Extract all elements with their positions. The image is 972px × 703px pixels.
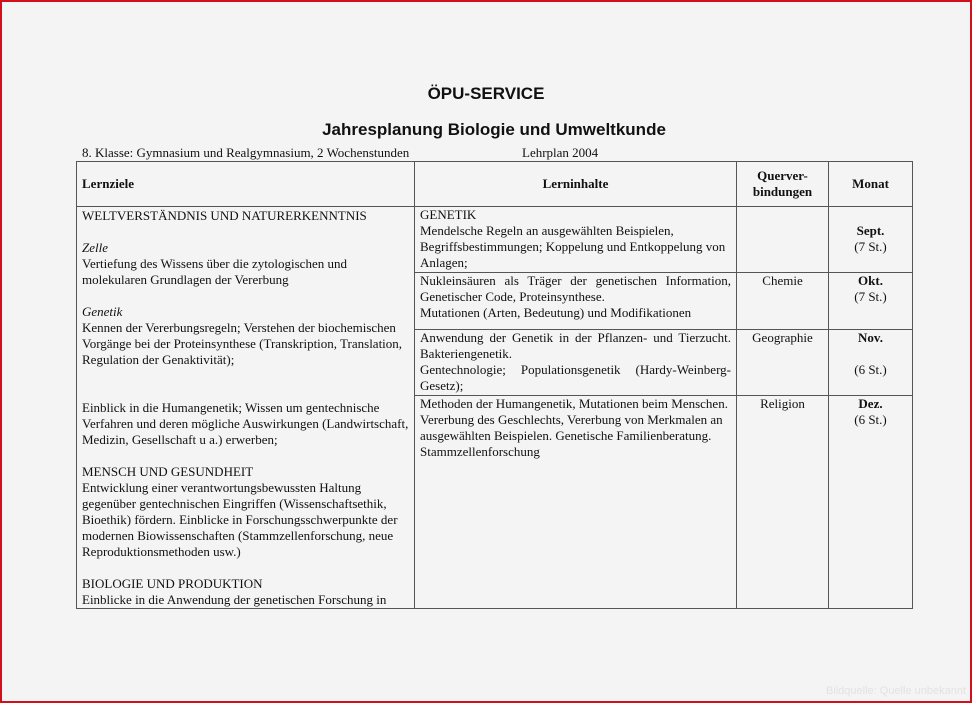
curriculum-info: Lehrplan 2004 [522,145,599,160]
lz-sub-zelle: Zelle [82,240,108,255]
header-lernziele: Lernziele [77,162,415,207]
month-sept: Sept. [856,223,885,238]
monat-nov [829,329,913,395]
hours-sept: (7 St.) [854,239,887,254]
querverbindung-sept [737,207,829,273]
planning-table [76,161,913,609]
document-subtitle: Jahresplanung Biologie und Umweltkunde [322,120,666,139]
lz-text-zelle: Vertiefung des Wissens über die zytologischen und molekularen Grundlagen der Vererbung [82,256,347,287]
li-text-sept: Mendelsche Regeln an ausgewählten Beispielen, Begriffsbestimmungen; Koppelung und Entkoppelung von Anlagen; [420,223,726,270]
lernziele-cell [77,207,415,609]
querverbindung-nov: Geographie [737,329,829,395]
lerninhalt-dez [415,396,737,609]
lz-sub-genetik: Genetik [82,304,123,319]
header-monat: Monat [829,162,913,207]
querverbindung-dez: Religion [737,396,829,609]
lz-heading-mensch: MENSCH UND GESUNDHEIT [82,464,254,479]
lz-text-mensch: Entwicklung einer verantwortungsbewussten Haltung gegenüber gentechnischen Eingriffen (Wissenschaftsethik, Bioethik) fördern. Einblicke in Forschungsschwerpunkte der modernen Biowissenschaften (Stammzellenforschung, neue Reproduktionsmethoden usw.) [82,480,398,559]
li-heading-genetik: GENETIK [420,207,477,222]
header-lerninhalte: Lerninhalte [415,162,737,207]
lz-heading-biologie: BIOLOGIE UND PRODUKTION [82,576,263,591]
lerninhalt-nov [415,329,737,395]
table-row [77,207,913,273]
class-info: 8. Klasse: Gymnasium und Realgymnasium, 2 Wochenstunden [82,145,410,160]
lz-text-humangenetik: Einblick in die Humangenetik; Wissen um gentechnische Verfahren und deren mögliche Auswirkungen (Landwirtschaft, Medizin, Gesellschaft u a.) erwerben; [82,400,409,447]
hours-nov: (6 St.) [854,361,887,377]
lz-text-biologie: Einblicke in die Anwendung der genetischen Forschung in [82,592,387,607]
lz-heading-weltverstaendnis: WELTVERSTÄNDNIS UND NATURERKENNTNIS [82,208,367,223]
monat-sept [829,207,913,273]
hours-okt: (7 St.) [854,289,887,305]
watermark: Bildquelle: Quelle unbekannt [825,685,966,697]
document-title: ÖPU-SERVICE [427,84,545,103]
month-dez: Dez. [858,396,883,412]
querverbindung-okt: Chemie [737,273,829,329]
li-text-dez: Methoden der Humangenetik, Mutationen beim Menschen. Vererbung des Geschlechts, Vererbung von Merkmalen an ausgewählten Beispielen. Genetische Familienberatung. Stammzellenforschung [420,396,728,460]
header-querverbindungen [737,162,829,207]
table-header-row [77,162,913,207]
header-querver-line1: Querver- [757,168,808,183]
month-nov: Nov. [858,329,883,345]
lerninhalt-okt [415,273,737,329]
lerninhalt-sept [415,207,737,273]
monat-dez [829,396,913,609]
li-text-nov-b: Gentechnologie; Populationsgenetik (Hardy-Weinberg-Gesetz); [420,361,731,393]
li-text-okt-b: Mutationen (Arten, Bedeutung) und Modifikationen [420,305,692,321]
monat-okt [829,273,913,329]
lz-text-genetik: Kennen der Vererbungsregeln; Verstehen der biochemischen Vorgänge bei der Proteinsynthese (Transkription, Translation, Regulation der Genaktivität); [82,320,403,367]
li-text-okt-a: Nukleinsäuren als Träger der genetischen Information, Genetischer Code, Proteinsynthese. [420,273,731,305]
month-okt: Okt. [858,273,883,289]
hours-dez: (6 St.) [854,412,887,428]
header-querver-line2: bindungen [752,184,813,199]
li-text-nov-a: Anwendung der Genetik in der Pflanzen- und Tierzucht. Bakteriengenetik. [420,329,731,361]
